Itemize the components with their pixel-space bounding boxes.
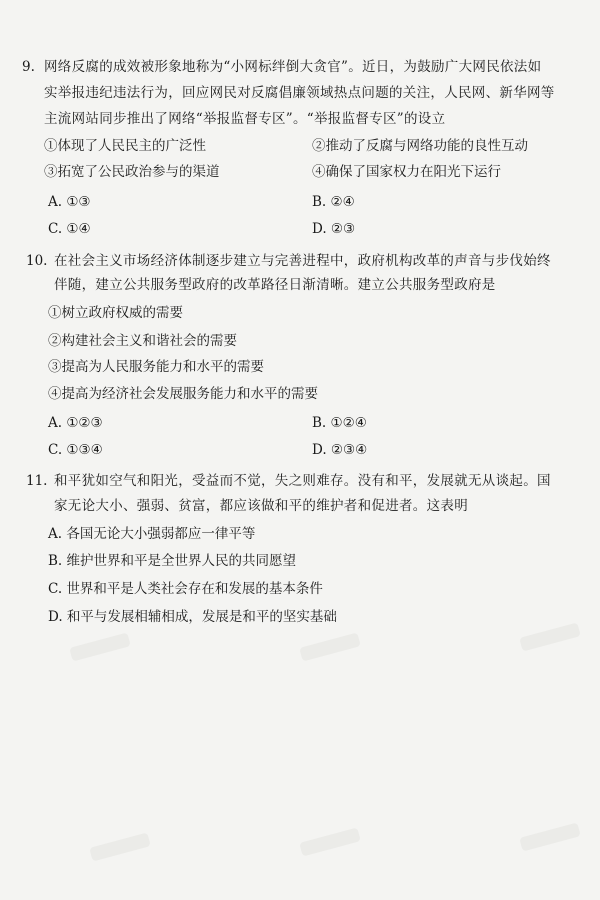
answer-option: D. 和平与发展相辅相成，发展是和平的坚实基础 [48,609,337,625]
question-number: 11. [26,473,48,489]
question-stem-line: 和平犹如空气和阳光，受益而不觉，失之则难存。没有和平，发展就无从谈起。国 [54,473,551,489]
question-stem-line: 网络反腐的成效被形象地称为“小网标绊倒大贪官”。近日，为鼓励广大网民依法如 [44,59,542,75]
statement-item: ④确保了国家权力在阳光下运行 [312,164,501,180]
statement-item: ④提高为经济社会发展服务能力和水平的需要 [48,386,318,402]
answer-option: A. ①②③ [48,415,103,431]
question-stem-line: 家无论大小、强弱、贫富，都应该做和平的维护者和促进者。这表明 [54,498,468,514]
answer-option: D. ②③④ [312,442,368,458]
answer-option: C. 世界和平是人类社会存在和发展的基本条件 [48,581,323,597]
answer-option: A. 各国无论大小强弱都应一律平等 [48,526,256,542]
answer-option: C. ①④ [48,221,91,237]
question-stem-line: 在社会主义市场经济体制逐步建立与完善进程中，政府机构改革的声音与步伐始终 [54,253,551,269]
statement-item: ③提高为人民服务能力和水平的需要 [48,359,264,375]
statement-item: ①树立政府权威的需要 [48,305,183,321]
statement-item: ②构建社会主义和谐社会的需要 [48,333,237,349]
answer-option: B. ②④ [312,194,355,210]
answer-option: A. ①③ [48,194,91,210]
answer-option: C. ①③④ [48,442,103,458]
question-number: 9. [22,59,35,75]
question-stem-line: 伴随，建立公共服务型政府的改革路径日渐清晰。建立公共服务型政府是 [54,277,496,293]
statement-item: ③拓宽了公民政治参与的渠道 [44,164,220,180]
question-number: 10. [26,253,48,269]
question-stem-line: 主流网站同步推出了网络“举报监督专区”。“举报监督专区”的设立 [44,111,446,127]
answer-option: B. 维护世界和平是全世界人民的共同愿望 [48,553,297,569]
answer-option: B. ①②④ [312,415,367,431]
statement-item: ①体现了人民民主的广泛性 [44,138,206,154]
statement-item: ②推动了反腐与网络功能的良性互动 [312,138,528,154]
answer-option: D. ②③ [312,221,356,237]
question-stem-line: 实举报违纪违法行为，回应网民对反腐倡廉领域热点问题的关注，人民网、新华网等 [44,85,555,101]
